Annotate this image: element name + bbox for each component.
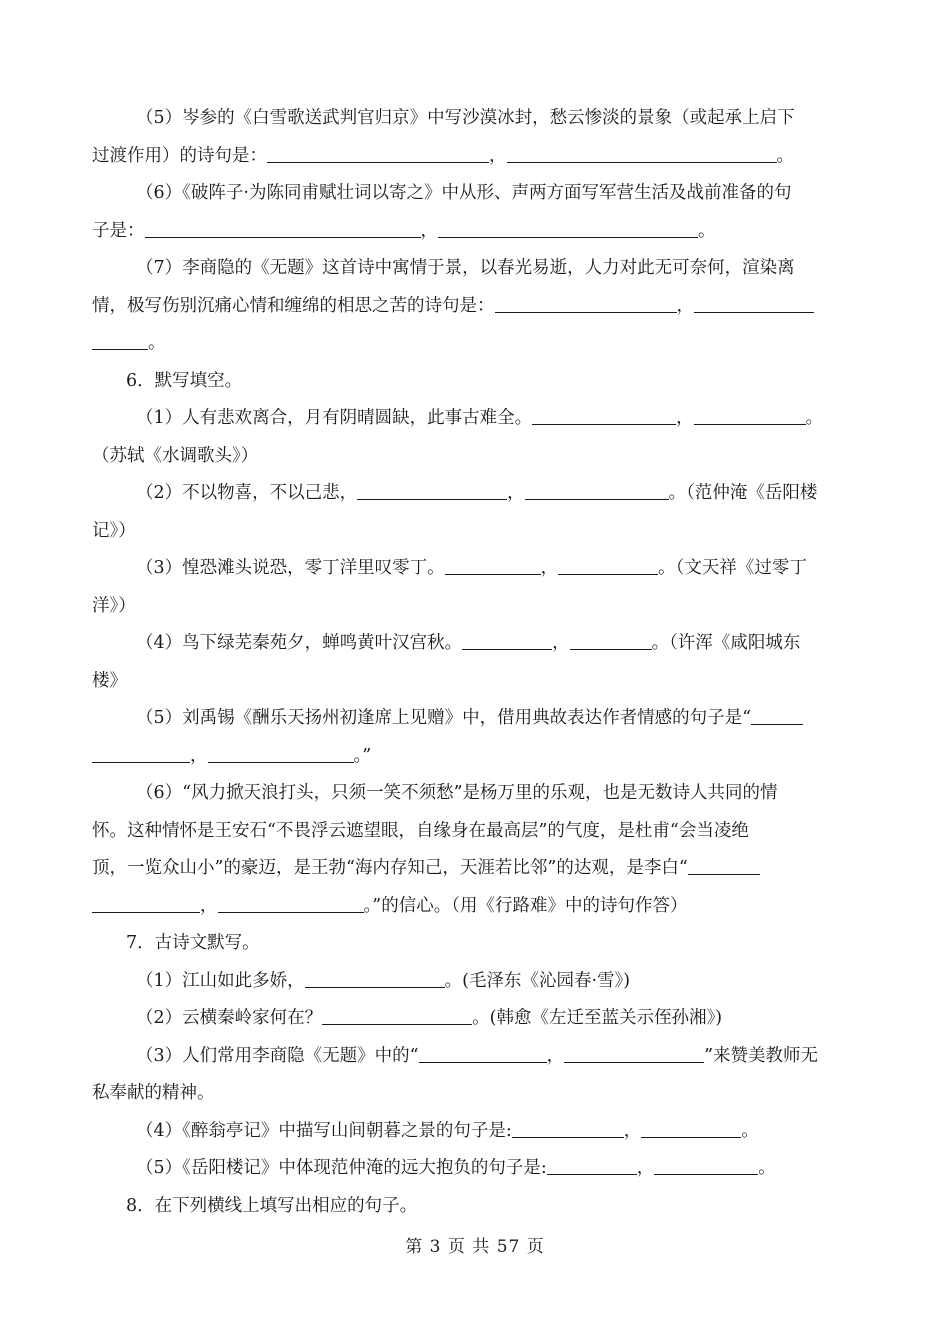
q5-6-line1 bbox=[92, 175, 858, 213]
q6-6-line1 bbox=[92, 775, 858, 813]
answer-blank[interactable] bbox=[218, 890, 364, 913]
text: 。（许浑《咸阳城东 bbox=[651, 633, 801, 653]
answer-blank[interactable] bbox=[419, 1040, 547, 1063]
text: （4）鸟下绿芜秦苑夕，蝉鸣黄叶汉宫秋。 bbox=[136, 633, 463, 653]
text: 。 bbox=[698, 220, 716, 241]
q6-3-source bbox=[92, 588, 858, 626]
answer-blank[interactable] bbox=[558, 552, 658, 575]
text: 洋》） bbox=[92, 595, 136, 616]
text: 7．古诗文默写。 bbox=[126, 933, 260, 953]
text: 。 bbox=[805, 408, 824, 428]
answer-blank[interactable] bbox=[322, 1002, 472, 1025]
text: （4）《醉翁亭记》中描写山间朝暮之景的句子是: bbox=[136, 1120, 512, 1141]
text: 。（范仲淹《岳阳楼 bbox=[668, 483, 818, 503]
text: ， bbox=[200, 895, 218, 916]
text: （3）惶恐滩头说恐，零丁洋里叹零丁。 bbox=[136, 558, 445, 578]
q7-2 bbox=[92, 1000, 858, 1038]
text: ， bbox=[507, 483, 525, 503]
text: 。(毛泽东《沁园春·雪》) bbox=[444, 970, 631, 991]
q8-title bbox=[92, 1188, 858, 1226]
text: 。（文天祥《过零丁 bbox=[658, 558, 807, 578]
answer-blank[interactable] bbox=[357, 477, 507, 500]
text: ， bbox=[636, 1158, 655, 1178]
text: 过渡作用）的诗句是： bbox=[92, 145, 267, 166]
text: ， bbox=[676, 295, 694, 316]
text: 。 bbox=[741, 1120, 759, 1141]
answer-blank[interactable] bbox=[694, 290, 814, 313]
answer-blank[interactable] bbox=[267, 140, 489, 163]
answer-blank[interactable] bbox=[525, 477, 669, 500]
answer-blank[interactable] bbox=[438, 215, 698, 238]
page-number: 第 3 页 共 57 页 bbox=[405, 1237, 545, 1257]
text: ， bbox=[540, 558, 559, 578]
answer-blank[interactable] bbox=[694, 402, 806, 425]
q7-title bbox=[92, 925, 858, 963]
q6-title bbox=[92, 363, 858, 401]
q7-4 bbox=[92, 1113, 858, 1151]
q7-5 bbox=[92, 1150, 858, 1188]
text: （苏轼《水调歌头》） bbox=[92, 445, 259, 466]
text: 。(韩愈《左迁至蓝关示侄孙湘》) bbox=[472, 1008, 723, 1028]
answer-blank[interactable] bbox=[92, 890, 200, 913]
text: 。 bbox=[148, 333, 166, 353]
answer-blank[interactable] bbox=[547, 1152, 637, 1175]
q6-6-line3 bbox=[92, 850, 858, 888]
text: 。 bbox=[776, 145, 794, 166]
text: （3）人们常用李商隐《无题》中的“ bbox=[136, 1045, 419, 1066]
text: ， bbox=[676, 408, 694, 428]
text: （2）不以物喜，不以己悲， bbox=[136, 483, 358, 503]
page-content bbox=[92, 100, 858, 1225]
q6-6-line2 bbox=[92, 813, 858, 851]
text: （1）人有悲欢离合，月有阴晴圆缺，此事古难全。 bbox=[136, 408, 533, 428]
text: 私奉献的精神。 bbox=[92, 1083, 215, 1103]
q6-1-source bbox=[92, 438, 858, 476]
answer-blank[interactable] bbox=[564, 1040, 704, 1063]
answer-blank[interactable] bbox=[92, 327, 148, 350]
q5-7-line3 bbox=[92, 325, 858, 363]
q6-5 bbox=[92, 700, 858, 738]
q6-4 bbox=[92, 625, 858, 663]
text: （2）云横秦岭家何在？ bbox=[136, 1008, 323, 1028]
text: 子是： bbox=[92, 220, 145, 241]
answer-blank[interactable] bbox=[654, 1152, 758, 1175]
answer-blank[interactable] bbox=[145, 215, 421, 238]
q6-4-source bbox=[92, 663, 858, 701]
answer-blank[interactable] bbox=[208, 740, 354, 763]
text: ”来赞美教师无 bbox=[704, 1045, 819, 1066]
q6-1 bbox=[92, 400, 858, 438]
q7-1 bbox=[92, 963, 858, 1001]
text: （6）《破阵子·为陈同甫赋壮词以寄之》中从形、声两方面写军营生活及战前准备的句 bbox=[136, 183, 792, 203]
page-footer bbox=[0, 1232, 950, 1257]
q5-7-line1 bbox=[92, 250, 858, 288]
text: ， bbox=[552, 633, 570, 653]
q5-5-line1 bbox=[92, 100, 858, 138]
text: ， bbox=[546, 1045, 565, 1066]
q6-5-line2 bbox=[92, 738, 858, 776]
answer-blank[interactable] bbox=[570, 627, 652, 650]
answer-blank[interactable] bbox=[445, 552, 541, 575]
q5-5-line2 bbox=[92, 138, 858, 176]
text: （5）岑参的《白雪歌送武判官归京》中写沙漠冰封，愁云惨淡的景象（或起承上启下 bbox=[136, 108, 795, 128]
text: 怀。这种情怀是王安石“不畏浮云遮望眼，自缘身在最高层”的气度，是杜甫“会当凌绝 bbox=[92, 820, 749, 841]
text: （6）“风力掀天浪打头，只须一笑不须愁”是杨万里的乐观，也是无数诗人共同的情 bbox=[136, 783, 778, 803]
text: 。” bbox=[353, 745, 372, 766]
text: ， bbox=[623, 1120, 642, 1141]
answer-blank[interactable] bbox=[305, 965, 445, 988]
text: ， bbox=[489, 145, 507, 166]
q6-2-source bbox=[92, 513, 858, 551]
answer-blank[interactable] bbox=[688, 852, 760, 875]
text: 6．默写填空。 bbox=[126, 370, 243, 391]
q7-3-line2 bbox=[92, 1075, 858, 1113]
text: （1）江山如此多娇， bbox=[136, 970, 305, 991]
text: 。”的信心。（用《行路难》中的诗句作答） bbox=[363, 895, 688, 916]
text: ， bbox=[420, 220, 438, 241]
q5-6-line2 bbox=[92, 213, 858, 251]
answer-blank[interactable] bbox=[641, 1115, 741, 1138]
q6-2 bbox=[92, 475, 858, 513]
answer-blank[interactable] bbox=[507, 140, 777, 163]
answer-blank[interactable] bbox=[92, 740, 190, 763]
text: （7）李商隐的《无题》这首诗中寓情于景，以春光易逝，人力对此无可奈何，渲染离 bbox=[136, 258, 795, 278]
text: （5）刘禹锡《酬乐天扬州初逢席上见赠》中，借用典故表达作者情感的句子是“ bbox=[136, 708, 752, 728]
text: 。 bbox=[758, 1158, 776, 1178]
q6-3 bbox=[92, 550, 858, 588]
text: 顶，一览众山小”的豪迈，是王勃“海内存知己，天涯若比邻”的达观，是李白“ bbox=[92, 858, 688, 878]
answer-blank[interactable] bbox=[751, 702, 803, 725]
text: （5）《岳阳楼记》中体现范仲淹的远大抱负的句子是: bbox=[136, 1158, 547, 1178]
text: 记》） bbox=[92, 520, 136, 541]
q5-7-line2 bbox=[92, 288, 858, 326]
text: 楼》 bbox=[92, 670, 127, 691]
text: 8．在下列横线上填写出相应的句子。 bbox=[126, 1195, 418, 1216]
answer-blank[interactable] bbox=[532, 402, 676, 425]
q7-3 bbox=[92, 1038, 858, 1076]
answer-blank[interactable] bbox=[495, 290, 677, 313]
text: 情，极写伤别沉痛心情和缠绵的相思之苦的诗句是： bbox=[92, 295, 495, 316]
answer-blank[interactable] bbox=[462, 627, 552, 650]
text: ， bbox=[190, 745, 208, 766]
q6-6-line4 bbox=[92, 888, 858, 926]
answer-blank[interactable] bbox=[512, 1115, 624, 1138]
